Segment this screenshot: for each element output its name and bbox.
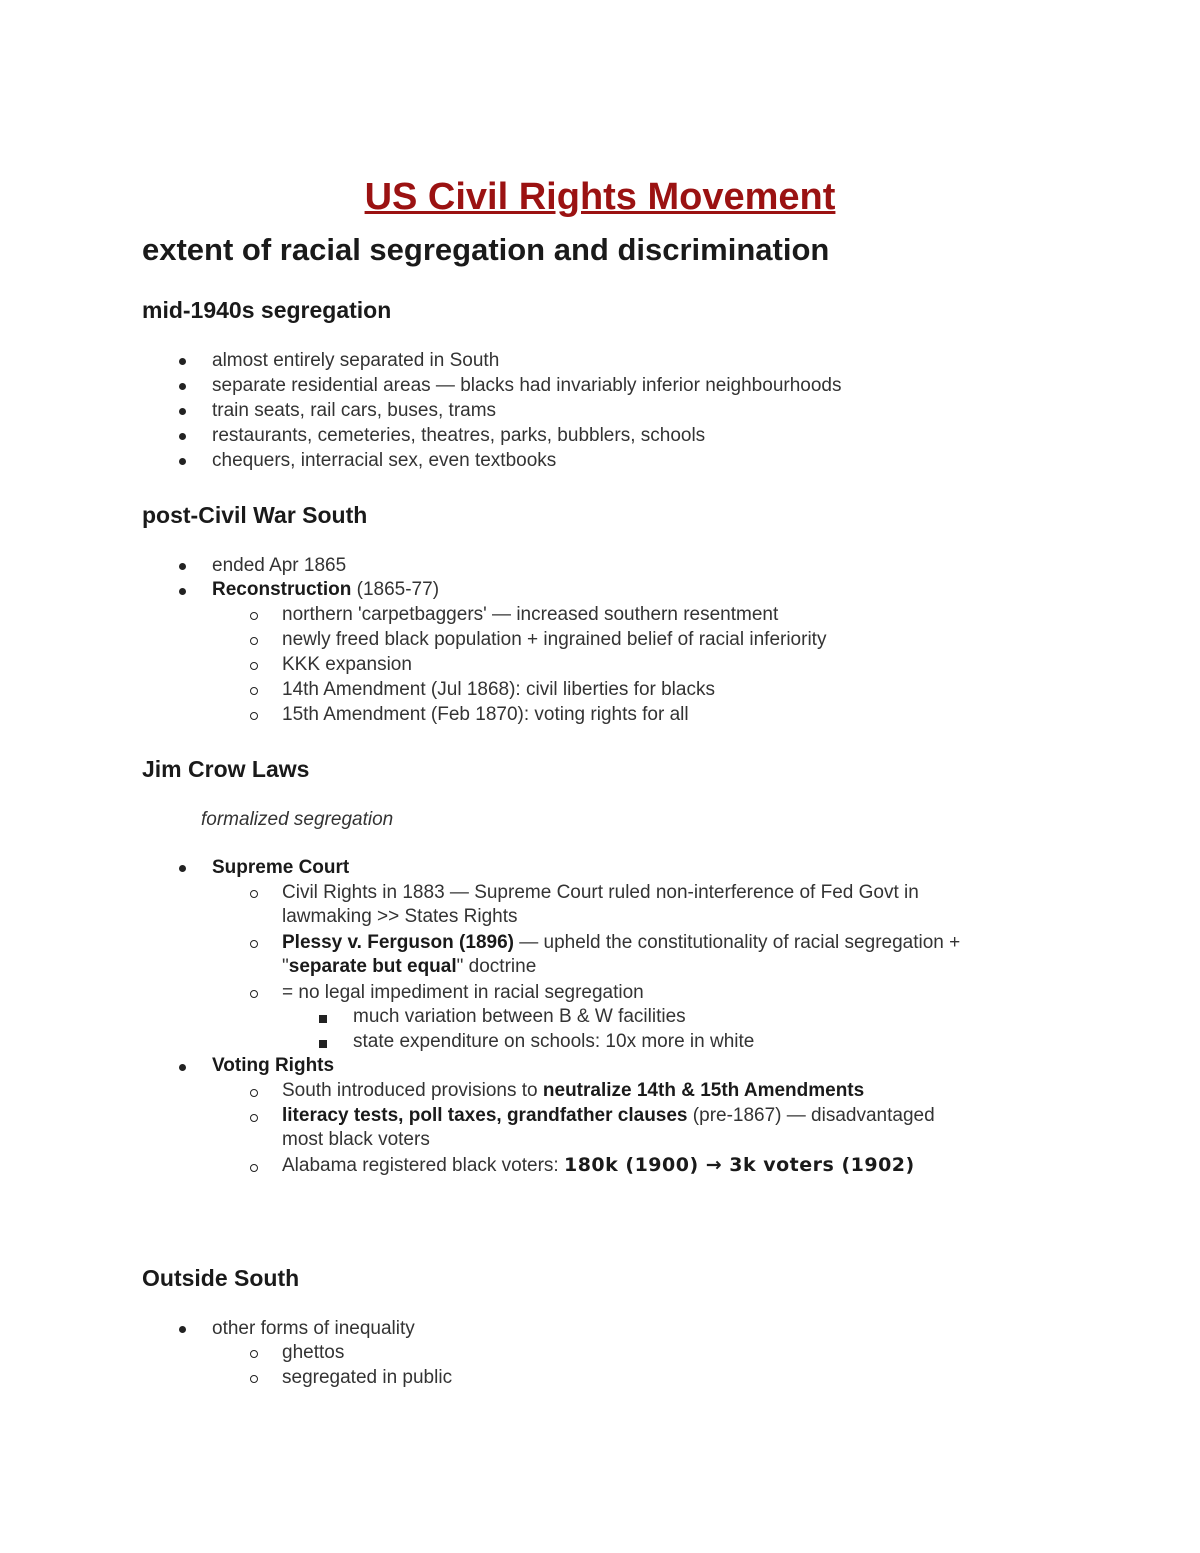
bullet-circle — [250, 1164, 258, 1172]
bullet-circle — [250, 612, 258, 620]
list-item-supreme-court: Supreme Court — [212, 857, 350, 878]
quote-open: " — [282, 956, 289, 977]
voting-barriers-desc: (pre-1867) — disadvantaged — [687, 1105, 935, 1126]
bullet-circle — [250, 687, 258, 695]
section-heading-post-civil-war: post-Civil War South — [142, 502, 368, 528]
sub-list-item-continuation: lawmaking >> States Rights — [282, 906, 518, 927]
plessy-case-name: Plessy v. Ferguson (1896) — [282, 932, 514, 953]
list-item: train seats, rail cars, buses, trams — [212, 400, 497, 421]
bullet-dot — [179, 358, 186, 365]
sub-list-item — [282, 1153, 915, 1178]
bullet-dot — [179, 865, 186, 872]
bullet-dot — [179, 563, 186, 570]
reconstruction-label: Reconstruction — [212, 579, 352, 600]
bullet-circle — [250, 1114, 258, 1122]
sub-list-item: newly freed black population + ingrained belief of racial inferiority — [282, 629, 827, 650]
bullet-circle — [250, 940, 258, 948]
sub-list-item — [282, 1079, 864, 1103]
sub-sub-list-item: state expenditure on schools: 10x more in white — [353, 1031, 755, 1052]
bullet-circle — [250, 637, 258, 645]
list-item: separate residential areas — blacks had invariably inferior neighbourhoods — [212, 375, 842, 396]
bullet-circle — [250, 990, 258, 998]
list-item-voting-rights: Voting Rights — [212, 1055, 335, 1076]
reconstruction-dates: (1865-77) — [351, 579, 440, 600]
bullet-dot — [179, 588, 186, 595]
list-item: restaurants, cemeteries, theatres, parks, bubblers, schools — [212, 425, 706, 446]
sub-list-item-continuation: most black voters — [282, 1129, 430, 1150]
sub-list-item-continuation — [282, 955, 536, 979]
bullet-dot — [179, 1326, 186, 1333]
bullet-dot — [179, 433, 186, 440]
document-subtitle: extent of racial segregation and discrimination — [142, 232, 830, 267]
bullet-square — [319, 1040, 327, 1048]
sub-list-item: = no legal impediment in racial segregation — [282, 982, 644, 1003]
bullet-dot — [179, 458, 186, 465]
sub-list-item: 15th Amendment (Feb 1870): voting rights for all — [282, 704, 689, 725]
bullet-dot — [179, 408, 186, 415]
section-heading-jim-crow: Jim Crow Laws — [142, 756, 310, 782]
bullet-circle — [250, 1375, 258, 1383]
voting-barriers: literacy tests, poll taxes, grandfather clauses — [282, 1105, 688, 1126]
doctrine-suffix: " doctrine — [456, 956, 537, 977]
list-item: ended Apr 1865 — [212, 555, 347, 576]
sub-list-item-plessy — [282, 931, 960, 955]
list-item: chequers, interracial sex, even textbooks — [212, 450, 557, 471]
bullet-dot — [179, 1064, 186, 1071]
bullet-circle — [250, 1089, 258, 1097]
document-title: US Civil Rights Movement — [364, 176, 836, 218]
section-heading-outside-south: Outside South — [142, 1265, 300, 1291]
sub-list-item: 14th Amendment (Jul 1868): civil liberties for blacks — [282, 679, 715, 700]
bullet-dot — [179, 383, 186, 390]
sub-list-item: Civil Rights in 1883 — Supreme Court ruled non-interference of Fed Govt in — [282, 882, 919, 903]
sub-list-item: ghettos — [282, 1342, 345, 1363]
provision-text: South introduced provisions to — [282, 1080, 543, 1101]
bullet-circle — [250, 890, 258, 898]
sub-list-item: northern 'carpetbaggers' — increased southern resentment — [282, 604, 779, 625]
section-intro: formalized segregation — [201, 809, 394, 830]
alabama-text: Alabama registered black voters: — [282, 1155, 564, 1176]
sub-list-item: segregated in public — [282, 1367, 453, 1388]
sub-list-item — [282, 1104, 935, 1128]
plessy-description: — upheld the constitutionality of racial segregation + — [513, 932, 961, 953]
sub-list-item: KKK expansion — [282, 654, 412, 675]
list-item-reconstruction — [212, 578, 439, 602]
alabama-stats: 180k (1900) → 3k voters (1902) — [563, 1154, 915, 1176]
list-item: other forms of inequality — [212, 1318, 415, 1339]
sub-sub-list-item: much variation between B & W facilities — [353, 1006, 686, 1027]
provision-emphasis: neutralize 14th & 15th Amendments — [542, 1080, 865, 1101]
doctrine-name: separate but equal — [288, 956, 457, 977]
bullet-circle — [250, 1350, 258, 1358]
bullet-square — [319, 1015, 327, 1023]
list-item: almost entirely separated in South — [212, 350, 500, 371]
bullet-circle — [250, 662, 258, 670]
bullet-circle — [250, 712, 258, 720]
section-heading-mid1940s: mid-1940s segregation — [142, 297, 392, 323]
